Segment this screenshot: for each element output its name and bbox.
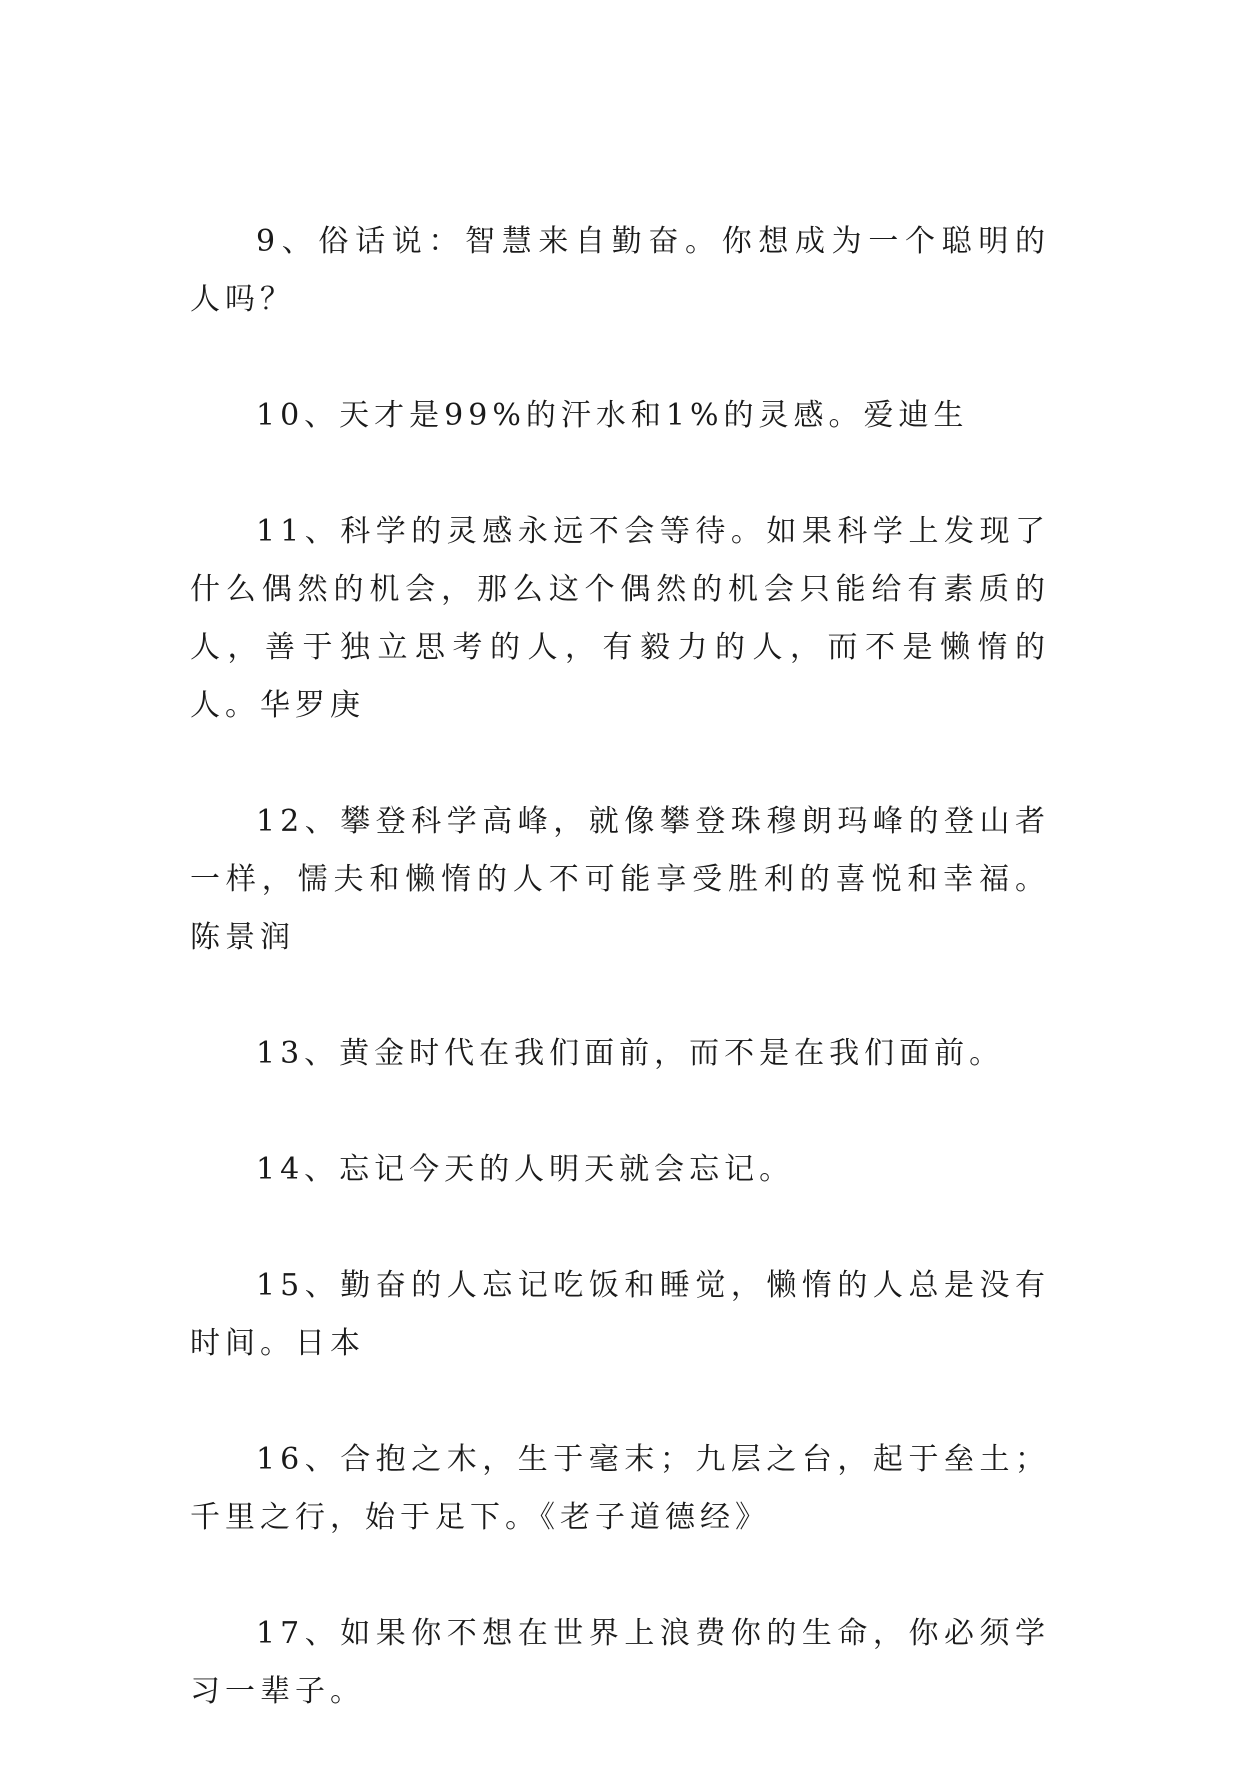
quote-paragraph-10: 10、天才是99%的汗水和1%的灵感。爱迪生 [256,398,969,433]
quote-paragraph-14: 14、忘记今天的人明天就会忘记。 [256,1152,795,1187]
quote-paragraph-9: 9、俗话说：智慧来自勤奋。你想成为一个聪明的人吗？ [190,224,1050,317]
quote-paragraph-15: 15、勤奋的人忘记吃饭和睡觉，懒惰的人总是没有时间。日本 [190,1268,1050,1361]
quote-paragraph-11: 11、科学的灵感永远不会等待。如果科学上发现了什么偶然的机会，那么这个偶然的机会只能给有素质的人，善于独立思考的人，有毅力的人，而不是懒惰的人。华罗庚 [190,514,1050,723]
quote-paragraph-17: 17、如果你不想在世界上浪费你的生命，你必须学习一辈子。 [190,1616,1050,1709]
quote-paragraph-13: 13、黄金时代在我们面前，而不是在我们面前。 [256,1036,1005,1071]
quote-paragraph-16: 16、合抱之木，生于毫末；九层之台，起于垒土；千里之行，始于足下。《老子道德经》 [190,1442,1050,1535]
quote-paragraph-12: 12、攀登科学高峰，就像攀登珠穆朗玛峰的登山者一样，懦夫和懒惰的人不可能享受胜利的喜悦和幸福。陈景润 [190,804,1050,955]
document-body [190,213,1050,1779]
